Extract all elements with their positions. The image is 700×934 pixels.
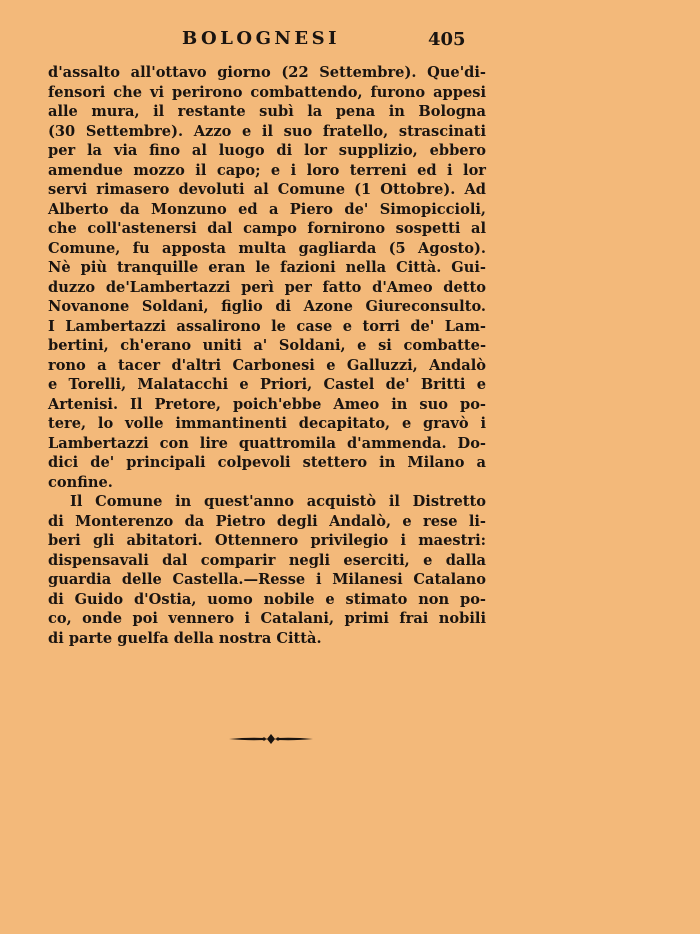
text-line: Alberto da Monzuno ed a Piero de' Simopiccioli, [48, 200, 486, 218]
text-line: guardia delle Castella.—Resse i Milanesi Catalano [48, 571, 486, 588]
text-line: Lambertazzi con lire quattromila d'ammenda. Do- [48, 434, 486, 452]
text-line: (30 Settembre). Azzo e il suo fratello, strascinati [48, 122, 486, 140]
text-line: d'assalto all'ottavo giorno (22 Settembre). Que'di- [48, 64, 486, 81]
text-line: dispensavali dal comparir negli eserciti, e dalla [48, 551, 486, 569]
text-line: Artenisi. Il Pretore, poich'ebbe Ameo in suo po- [48, 395, 486, 413]
text-line: che coll'astenersi dal campo fornirono sospetti al [48, 220, 486, 237]
text-line: confine. [48, 473, 113, 491]
paragraph-1 [48, 63, 486, 492]
tailpiece-ornament-icon [228, 733, 314, 745]
body-text [48, 63, 486, 648]
paragraph-2 [48, 492, 486, 648]
running-head-title: BOLOGNESI [182, 28, 341, 49]
text-line: dici de' principali colpevoli stettero in Milano a [48, 454, 486, 471]
text-line: amendue mozzo il capo; e i loro terreni ed i lor [48, 161, 486, 179]
text-line: Novanone Soldani, figlio di Azone Giureconsulto. [48, 298, 486, 315]
text-line: e Torelli, Malatacchi e Priori, Castel de' Britti e [48, 376, 486, 393]
page-number: 405 [428, 29, 466, 50]
running-head [0, 28, 700, 50]
text-line: tere, lo volle immantinenti decapitato, e gravò i [48, 415, 486, 432]
text-line: rono a tacer d'altri Carbonesi e Galluzzi, Andalò [48, 356, 486, 374]
text-line: co, onde poi vennero i Catalani, primi frai nobili [48, 610, 486, 627]
text-line: I Lambertazzi assalirono le case e torri de' Lam- [48, 317, 486, 335]
text-line: fensori che vi perirono combattendo, furono appesi [48, 83, 486, 101]
text-line: di parte guelfa della nostra Città. [48, 629, 322, 647]
text-line: servi rimasero devoluti al Comune (1 Ottobre). Ad [48, 181, 486, 198]
text-line: di Guido d'Ostia, uomo nobile e stimato non po- [48, 590, 486, 608]
text-line: di Monterenzo da Pietro degli Andalò, e rese li- [48, 512, 486, 530]
text-line: Il Comune in quest'anno acquistò il Distretto [70, 493, 486, 510]
text-line: Comune, fu apposta multa gagliarda (5 Agosto). [48, 239, 486, 257]
text-line: beri gli abitatori. Ottennero privilegio i maestri: [48, 532, 486, 549]
text-line: duzzo de'Lambertazzi perì per fatto d'Ameo detto [48, 278, 486, 296]
text-line: alle mura, il restante subì la pena in Bologna [48, 103, 486, 120]
text-line: bertini, ch'erano uniti a' Soldani, e si combatte- [48, 337, 486, 354]
text-line: Nè più tranquille eran le fazioni nella Città. Gui- [48, 259, 486, 276]
text-line: per la via fino al luogo di lor supplizio, ebbero [48, 142, 486, 159]
